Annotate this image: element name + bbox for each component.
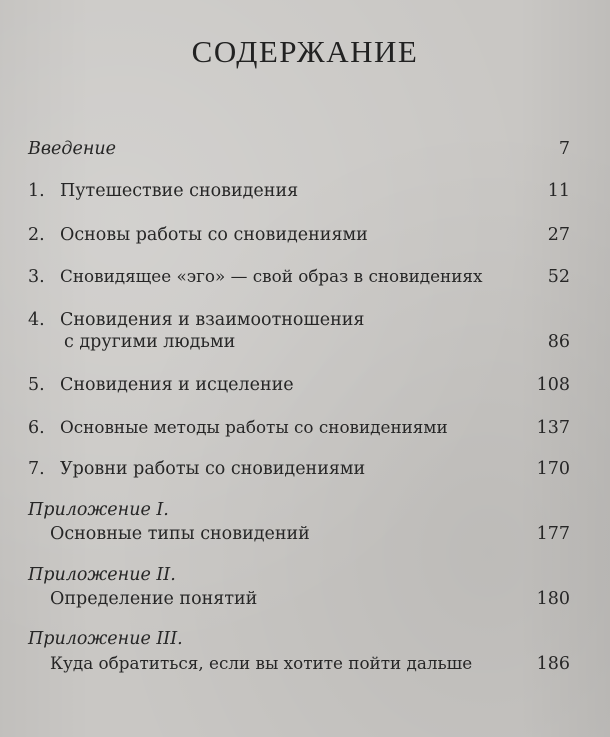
toc-entry-number: 7.: [28, 459, 45, 479]
toc-entry-label-line-1: Сновидения и взаимоотношения: [60, 310, 365, 330]
toc-entry-label: Основы работы со сновидениями: [60, 225, 368, 245]
toc-entry-introduction: [28, 138, 570, 160]
toc-entry-appendix-2: [28, 588, 570, 610]
toc-entry-label-line-2: с другими людьми: [64, 332, 236, 352]
toc-entry-number: 6.: [28, 418, 45, 438]
toc-entry-page: 11: [547, 181, 570, 201]
toc-entry-page: 170: [536, 459, 570, 479]
page-title: СОДЕРЖАНИЕ: [191, 34, 419, 69]
toc-entry-label: Куда обратиться, если вы хотите пойти дальше: [50, 653, 473, 673]
toc-entry-label: Уровни работы со сновидениями: [60, 459, 366, 479]
toc-entry-chapter-3: [28, 265, 570, 288]
toc-entry-chapter-7: [28, 458, 570, 480]
toc-entry-number: 4.: [28, 310, 45, 330]
toc-appendix-2-heading: Приложение II.: [28, 565, 176, 585]
toc-entry-page: 137: [536, 418, 570, 438]
toc-entry-chapter-1: [28, 180, 570, 202]
toc-entry-chapter-5: [28, 374, 570, 396]
toc-appendix-3-heading: Приложение III.: [28, 629, 183, 649]
toc-entry-page: 86: [547, 332, 570, 352]
toc-entry-number: 3.: [28, 267, 45, 287]
toc-entry-label: Определение понятий: [50, 589, 258, 609]
toc-entry-page: 108: [536, 375, 570, 395]
toc-entry-chapter-2: [28, 224, 570, 246]
toc-entry-number: 1.: [28, 181, 45, 201]
toc-entry-label: Сновидящее «эго» — свой образ в сновидениях: [60, 266, 483, 286]
toc-entry-number: 5.: [28, 375, 45, 395]
toc-entry-number: 2.: [28, 225, 45, 245]
toc-entry-chapter-6: [28, 416, 570, 439]
toc-entry-page: 7: [558, 139, 570, 159]
toc-entry-appendix-1: [28, 523, 570, 545]
toc-entry-appendix-3: [28, 652, 570, 675]
toc-entry-label: Основные типы сновидений: [50, 524, 310, 544]
toc-entry-chapter-4: [28, 309, 570, 353]
toc-entry-label: Сновидения и исцеление: [60, 375, 294, 395]
toc-entry-page: 27: [547, 225, 570, 245]
toc-entry-page: 180: [536, 589, 570, 609]
toc-entry-page: 186: [536, 654, 570, 674]
toc-entry-label: Основные методы работы со сновидениями: [60, 417, 448, 437]
toc-entry-label: Путешествие сновидения: [60, 181, 299, 201]
toc-appendix-1-heading: Приложение I.: [28, 500, 169, 520]
toc-entry-page: 177: [536, 524, 570, 544]
toc-entry-page: 52: [547, 267, 570, 287]
toc-entry-label: Введение: [28, 139, 117, 159]
